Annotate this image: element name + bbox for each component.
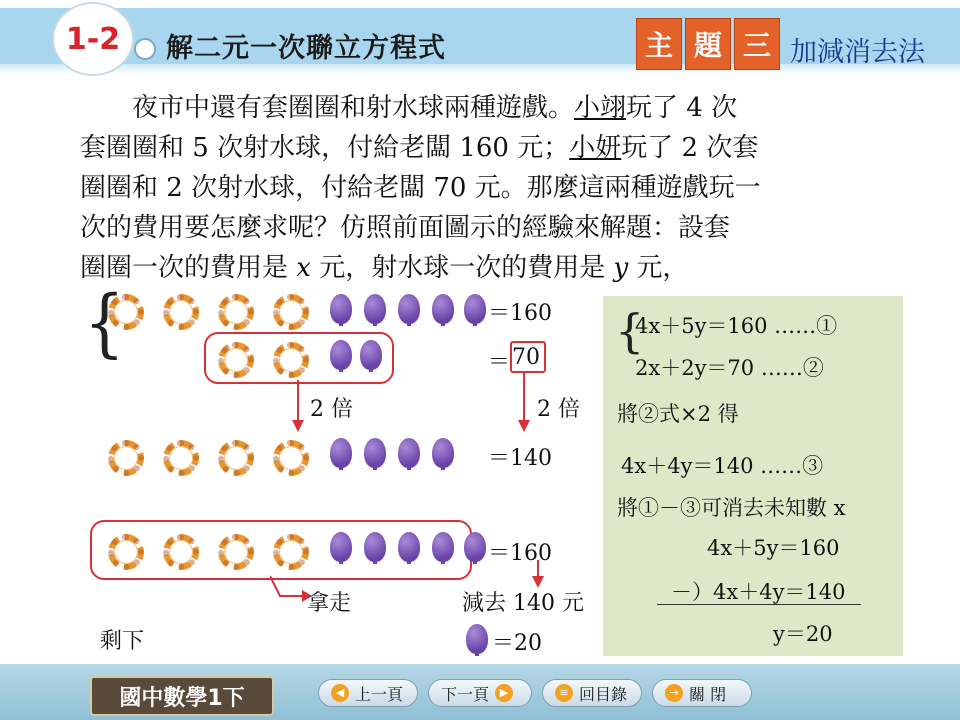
problem-line	[80, 208, 900, 248]
balloon-icon	[432, 532, 454, 562]
eq5-label: ＝20	[492, 631, 542, 656]
text-segment: 夜市中還有套圈圈和射水球兩種遊戲。	[80, 93, 575, 123]
toc-icon: ≡	[555, 684, 573, 702]
text-segment: 套圈圈和 5 次射水球，付給老闆 160 元；	[80, 133, 570, 163]
problem-line	[80, 88, 900, 128]
balloon-icon	[398, 294, 420, 324]
balloon-icon	[330, 340, 352, 370]
arrow-head-icon	[518, 420, 530, 432]
balloon-icon	[398, 532, 420, 562]
text-segment: 玩了 2 次套	[621, 133, 759, 163]
variable: y	[613, 253, 629, 283]
book-title: 國中數學1下	[90, 676, 274, 716]
balloon-icon	[330, 438, 352, 468]
eq2-value: 70	[512, 345, 540, 370]
ring-icon	[218, 294, 254, 330]
balloon-icon	[330, 532, 352, 562]
name-underlined: 小妍	[569, 133, 622, 163]
ring-icon	[218, 534, 254, 570]
solution-panel	[603, 296, 903, 656]
problem-line	[80, 168, 900, 208]
text-segment: 圈圈一次的費用是	[80, 253, 297, 283]
ring-icon	[108, 294, 144, 330]
text-segment: 元，射水球一次的費用是	[310, 253, 614, 283]
footer-nav	[0, 664, 960, 720]
arrow-right-icon: ▶	[495, 684, 513, 702]
eq3-label: ＝140	[488, 446, 552, 471]
ring-icon	[273, 440, 309, 476]
ring-icon	[218, 440, 254, 476]
balloon-icon	[398, 438, 420, 468]
theme-char: 主	[636, 18, 682, 70]
panel-sub-bottom: －）4x＋4y＝140	[671, 580, 846, 604]
balloon-icon	[364, 532, 386, 562]
text-segment: 圈圈和 2 次射水球，付給老闆 70 元。那麼這兩種遊戲玩一	[80, 173, 761, 203]
subtraction-line	[657, 604, 861, 605]
panel-result: y＝20	[773, 622, 833, 646]
problem-line	[80, 128, 900, 168]
method-label: 加減消去法	[790, 37, 925, 68]
close-icon: →	[665, 684, 683, 702]
theme-char: 三	[734, 18, 780, 70]
balloon-icon	[364, 294, 386, 324]
prev-page-button[interactable]: ◀ 上一頁	[318, 679, 418, 707]
take-away-label: 拿走	[307, 591, 352, 616]
panel-eq2: 2x＋2y＝70 ……②	[635, 356, 824, 380]
panel-sub-top: 4x＋5y＝160	[707, 536, 840, 560]
problem-line	[80, 248, 900, 288]
header	[0, 0, 960, 82]
eq1-label: ＝160	[488, 301, 552, 326]
balloon-icon	[432, 294, 454, 324]
panel-step1: 將②式×2 得	[617, 402, 739, 426]
times-left-label: 2 倍	[310, 397, 353, 422]
system-brace: {	[84, 281, 125, 367]
subtract-label: 減去 140 元	[462, 591, 584, 616]
section-badge: 1-2	[52, 2, 134, 76]
name-underlined: 小翊	[574, 93, 627, 123]
theme-label	[636, 18, 780, 70]
problem-text	[80, 88, 900, 288]
text-segment: 元，	[628, 253, 689, 283]
theme-char: 題	[685, 18, 731, 70]
balloon-icon	[330, 294, 352, 324]
text-segment: 次的費用要怎麼求呢？仿照前面圖示的經驗來解題：設套	[80, 213, 731, 243]
system-brace: {	[615, 304, 645, 358]
eq4-label: ＝160	[488, 541, 552, 566]
ring-icon	[108, 440, 144, 476]
ring-icon	[163, 534, 199, 570]
panel-eq3: 4x＋4y＝140 ……③	[621, 454, 824, 478]
balloon-icon	[464, 294, 486, 324]
toc-button[interactable]: ≡ 回目錄	[542, 679, 642, 707]
balloon-icon	[360, 340, 382, 370]
balloon-icon	[364, 438, 386, 468]
balloon-icon	[432, 438, 454, 468]
times-right-label: 2 倍	[537, 397, 580, 422]
variable: x	[296, 253, 311, 283]
arrow-bent-icon	[270, 576, 304, 596]
gear-icon	[134, 38, 156, 60]
eq2-prefix: ＝	[488, 350, 511, 375]
next-page-button[interactable]: 下一頁 ▶	[428, 679, 532, 707]
panel-step2: 將①－③可消去未知數 x	[617, 496, 846, 520]
close-button[interactable]: → 關 閉	[652, 679, 752, 707]
balloon-icon	[464, 532, 486, 562]
panel-eq1: 4x＋5y＝160 ……①	[635, 314, 838, 338]
page-title: 解二元一次聯立方程式	[166, 33, 446, 64]
ring-icon	[108, 534, 144, 570]
ring-icon	[163, 294, 199, 330]
ring-icon	[218, 342, 254, 378]
ring-icon	[163, 440, 199, 476]
ring-icon	[273, 294, 309, 330]
balloon-icon	[466, 624, 488, 654]
arrow-left-icon: ◀	[331, 684, 349, 702]
remain-label: 剩下	[100, 629, 145, 654]
text-segment: 玩了 4 次	[626, 93, 738, 123]
arrow-head-icon	[292, 420, 304, 432]
